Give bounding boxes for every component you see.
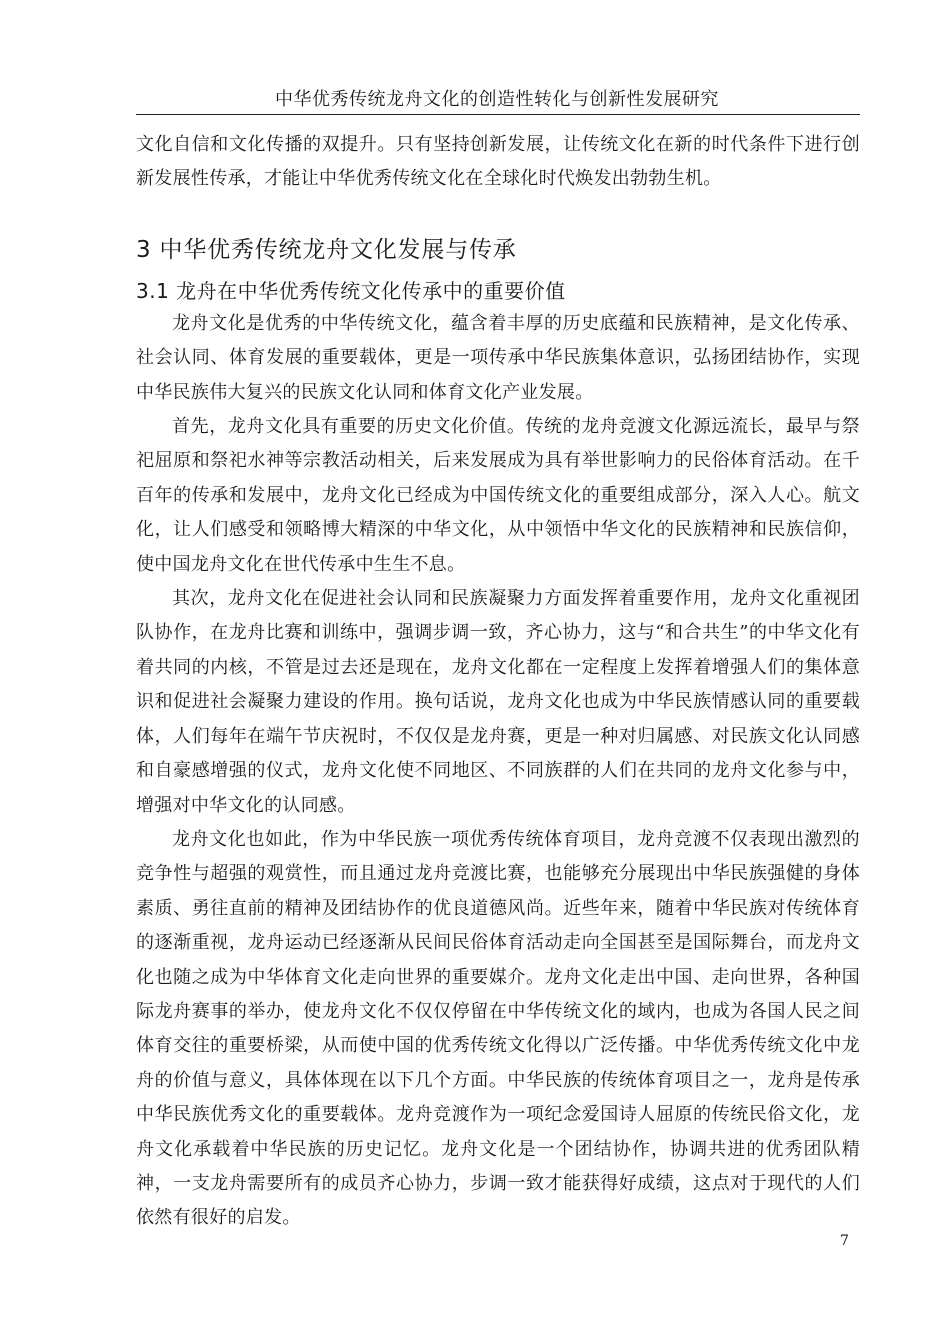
header-rule (136, 114, 860, 115)
section-heading: 3 中华优秀传统龙舟文化发展与传承 (136, 236, 517, 263)
page-number: 7 (840, 1233, 849, 1249)
body-paragraph: 龙舟文化是优秀的中华传统文化，蕴含着丰厚的历史底蕴和民族精神，是文化传承、社会认同、体育发展的重要载体，更是一项传承中华民族集体意识，弘扬团结协作，实现中华民族伟大复兴的民族文化认同和体育文化产业发展。 (136, 312, 860, 403)
body-paragraph: 其次，龙舟文化在促进社会认同和民族凝聚力方面发挥着重要作用，龙舟文化重视团队协作，在龙舟比赛和训练中，强调步调一致，齐心协力，这与“和合共生”的中华文化有着共同的内核，不管是过去还是现在，龙舟文化都在一定程度上发挥着增强人们的集体意识和促进社会凝聚力建设的作用。换句话说，龙舟文化也成为中华民族情感认同的重要载体，人们每年在端午节庆祝时，不仅仅是龙舟赛，更是一种对归属感、对民族文化认同感和自豪感增强的仪式，龙舟文化使不同地区、不同族群的人们在共同的龙舟文化参与中，增强对中华文化的认同感。 (136, 588, 860, 816)
body-paragraph: 龙舟文化也如此，作为中华民族一项优秀传统体育项目，龙舟竞渡不仅表现出激烈的竞争性与超强的观赏性，而且通过龙舟竞渡比赛，也能够充分展现出中华民族强健的身体素质、勇往直前的精神及团结协作的优良道德风尚。近些年来，随着中华民族对传统体育的逐渐重视，龙舟运动已经逐渐从民间民俗体育活动走向全国甚至是国际舞台，而龙舟文化也随之成为中华体育文化走向世界的重要媒介。龙舟文化走出中国、走向世界，各种国际龙舟赛事的举办，使龙舟文化不仅仅停留在中华传统文化的域内，也成为各国人民之间体育交往的重要桥梁，从而使中国的优秀传统文化得以广泛传播。中华优秀传统文化中龙舟的价值与意义，具体体现在以下几个方面。中华民族的传统体育项目之一，龙舟是传承中华民族优秀文化的重要载体。龙舟竞渡作为一项纪念爱国诗人屈原的传统民俗文化，龙舟文化承载着中华民族的历史记忆。龙舟文化是一个团结协作，协调共进的优秀团队精神，一支龙舟需要所有的成员齐心协力，步调一致才能获得好成绩，这点对于现代的人们依然有很好的启发。 (136, 828, 860, 1229)
subsection-heading: 3.1 龙舟在中华优秀传统文化传承中的重要价值 (136, 278, 566, 303)
body-paragraph: 首先，龙舟文化具有重要的历史文化价值。传统的龙舟竞渡文化源远流长，最早与祭祀屈原和祭祀水神等宗教活动相关，后来发展成为具有举世影响力的民俗体育活动。在千百年的传承和发展中，龙舟文化已经成为中国传统文化的重要组成部分，深入人心。航文化，让人们感受和领略博大精深的中华文化，从中领悟中华文化的民族精神和民族信仰，使中国龙舟文化在世代传承中生生不息。 (136, 416, 860, 575)
continued-paragraph: 文化自信和文化传播的双提升。只有坚持创新发展，让传统文化在新的时代条件下进行创新发展性传承，才能让中华优秀传统文化在全球化时代焕发出勃勃生机。 (136, 134, 860, 190)
page-body (136, 128, 860, 1236)
running-header: 中华优秀传统龙舟文化的创造性转化与创新性发展研究 (275, 89, 719, 110)
